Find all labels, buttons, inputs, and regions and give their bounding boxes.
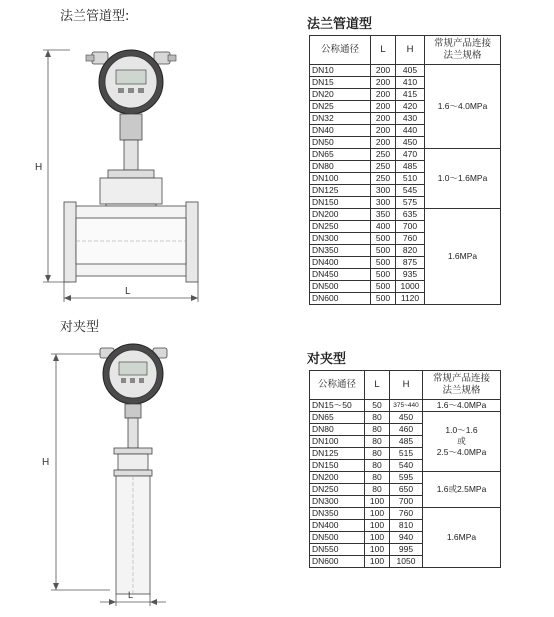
col-flange-standard-line2: 法兰规格 xyxy=(442,385,481,396)
table-row xyxy=(310,209,501,221)
dim-h-label: H xyxy=(35,162,43,173)
cell-model: DN15～50 xyxy=(310,400,365,412)
cell-l: 80 xyxy=(365,448,390,460)
cell-l: 200 xyxy=(371,89,396,101)
cell-model: DN400 xyxy=(310,520,365,532)
cell-model: DN100 xyxy=(310,173,371,185)
cell-l: 100 xyxy=(365,532,390,544)
cell-l: 500 xyxy=(371,257,396,269)
col-l: L xyxy=(365,371,390,400)
cell-l: 80 xyxy=(365,472,390,484)
flange-meter-drawing xyxy=(30,30,260,310)
cell-h: 410 xyxy=(396,77,425,89)
cell-model: DN150 xyxy=(310,197,371,209)
flange-standard-line: 2.5～4.0MPa xyxy=(436,447,487,457)
cell-model: DN250 xyxy=(310,221,371,233)
cell-model: DN80 xyxy=(310,424,365,436)
cell-h: 760 xyxy=(396,233,425,245)
cell-model: DN65 xyxy=(310,412,365,424)
cell-model: DN300 xyxy=(310,233,371,245)
cell-h: 635 xyxy=(396,209,425,221)
cell-model: DN200 xyxy=(310,472,365,484)
cell-h: 430 xyxy=(396,113,425,125)
cell-l: 500 xyxy=(371,269,396,281)
col-flange-standard-line1: 常规产品连接 xyxy=(433,38,491,49)
wafer-drawing-heading: 对夹型 xyxy=(60,320,100,335)
col-flange-standard xyxy=(423,371,501,400)
cell-model: DN350 xyxy=(310,245,371,257)
cell-h: 820 xyxy=(396,245,425,257)
cell-h: 510 xyxy=(396,173,425,185)
cell-h: 700 xyxy=(396,221,425,233)
cell-flange-standard: 1.6～4.0MPa xyxy=(425,65,501,149)
col-l: L xyxy=(371,36,396,65)
cell-h: 545 xyxy=(396,185,425,197)
cell-h: 935 xyxy=(396,269,425,281)
cell-h: 415 xyxy=(396,89,425,101)
cell-h: 515 xyxy=(390,448,423,460)
cell-h: 440 xyxy=(396,125,425,137)
cell-model: DN600 xyxy=(310,293,371,305)
cell-model: DN125 xyxy=(310,185,371,197)
dim-l2-label: L xyxy=(128,590,134,600)
table-row xyxy=(310,508,501,520)
wafer-meter-drawing xyxy=(30,340,260,610)
cell-flange-standard: 1.6MPa xyxy=(423,508,501,568)
cell-l: 200 xyxy=(371,101,396,113)
table-row xyxy=(310,400,501,412)
cell-l: 50 xyxy=(365,400,390,412)
cell-model: DN550 xyxy=(310,544,365,556)
cell-model: DN500 xyxy=(310,532,365,544)
cell-h: 700 xyxy=(390,496,423,508)
col-nominal-diameter: 公称通径 xyxy=(310,36,371,65)
cell-l: 100 xyxy=(365,520,390,532)
cell-h: 1000 xyxy=(396,281,425,293)
col-flange-standard xyxy=(425,36,501,65)
cell-h: 460 xyxy=(390,424,423,436)
flange-standard-line: 或 xyxy=(457,436,466,446)
cell-model: DN350 xyxy=(310,508,365,520)
table-row xyxy=(310,472,501,484)
cell-model: DN50 xyxy=(310,137,371,149)
cell-model: DN65 xyxy=(310,149,371,161)
cell-model: DN300 xyxy=(310,496,365,508)
cell-l: 350 xyxy=(371,209,396,221)
cell-h: 485 xyxy=(396,161,425,173)
wafer-spec-table xyxy=(309,370,501,568)
cell-model: DN400 xyxy=(310,257,371,269)
cell-h: 1050 xyxy=(390,556,423,568)
cell-flange-standard: 1.6或2.5MPa xyxy=(423,472,501,508)
cell-h: 470 xyxy=(396,149,425,161)
dim-l-label: L xyxy=(125,286,131,297)
cell-l: 100 xyxy=(365,556,390,568)
cell-h: 485 xyxy=(390,436,423,448)
table-row xyxy=(310,412,501,424)
cell-h: 420 xyxy=(396,101,425,113)
col-h: H xyxy=(396,36,425,65)
cell-h: 1120 xyxy=(396,293,425,305)
cell-l: 100 xyxy=(365,544,390,556)
cell-model: DN32 xyxy=(310,113,371,125)
cell-l: 200 xyxy=(371,125,396,137)
cell-l: 80 xyxy=(365,436,390,448)
cell-h: 450 xyxy=(390,412,423,424)
cell-l: 250 xyxy=(371,173,396,185)
cell-l: 250 xyxy=(371,161,396,173)
cell-model: DN100 xyxy=(310,436,365,448)
cell-h: 595 xyxy=(390,472,423,484)
cell-h: 405 xyxy=(396,65,425,77)
cell-model: DN80 xyxy=(310,161,371,173)
cell-model: DN40 xyxy=(310,125,371,137)
cell-flange-standard: 1.0～1.6MPa xyxy=(425,149,501,209)
cell-h: 995 xyxy=(390,544,423,556)
cell-model: DN125 xyxy=(310,448,365,460)
flange-spec-table xyxy=(309,35,501,305)
cell-h: 650 xyxy=(390,484,423,496)
col-flange-standard-line2: 法兰规格 xyxy=(443,50,482,61)
cell-l: 200 xyxy=(371,77,396,89)
cell-l: 300 xyxy=(371,197,396,209)
cell-model: DN10 xyxy=(310,65,371,77)
cell-l: 300 xyxy=(371,185,396,197)
cell-l: 250 xyxy=(371,149,396,161)
cell-l: 400 xyxy=(371,221,396,233)
cell-l: 80 xyxy=(365,460,390,472)
wafer-table-title: 对夹型 xyxy=(307,352,347,367)
col-h: H xyxy=(390,371,423,400)
cell-flange-standard: 1.6～4.0MPa xyxy=(423,400,501,412)
cell-l: 80 xyxy=(365,424,390,436)
cell-h: 375~440 xyxy=(390,400,423,412)
flange-table-title: 法兰管道型 xyxy=(307,17,373,32)
table-row xyxy=(310,149,501,161)
cell-l: 200 xyxy=(371,65,396,77)
cell-flange-standard xyxy=(423,412,501,472)
cell-l: 80 xyxy=(365,412,390,424)
cell-l: 200 xyxy=(371,113,396,125)
dim-h2-label: H xyxy=(42,457,50,468)
cell-l: 500 xyxy=(371,233,396,245)
cell-l: 80 xyxy=(365,484,390,496)
cell-model: DN150 xyxy=(310,460,365,472)
cell-model: DN20 xyxy=(310,89,371,101)
cell-h: 540 xyxy=(390,460,423,472)
cell-h: 940 xyxy=(390,532,423,544)
cell-model: DN250 xyxy=(310,484,365,496)
cell-l: 500 xyxy=(371,293,396,305)
cell-h: 760 xyxy=(390,508,423,520)
table-row xyxy=(310,65,501,77)
cell-model: DN500 xyxy=(310,281,371,293)
flange-drawing-heading: 法兰管道型: xyxy=(60,9,130,24)
flange-standard-line: 1.0～1.6 xyxy=(445,425,478,435)
col-flange-standard-line1: 常规产品连接 xyxy=(432,373,490,384)
cell-model: DN25 xyxy=(310,101,371,113)
cell-l: 100 xyxy=(365,508,390,520)
cell-l: 500 xyxy=(371,245,396,257)
cell-h: 450 xyxy=(396,137,425,149)
cell-model: DN200 xyxy=(310,209,371,221)
col-nominal-diameter: 公称通径 xyxy=(310,371,365,400)
cell-l: 100 xyxy=(365,496,390,508)
cell-h: 810 xyxy=(390,520,423,532)
cell-h: 575 xyxy=(396,197,425,209)
cell-h: 875 xyxy=(396,257,425,269)
cell-l: 500 xyxy=(371,281,396,293)
cell-model: DN450 xyxy=(310,269,371,281)
cell-model: DN15 xyxy=(310,77,371,89)
cell-flange-standard: 1.6MPa xyxy=(425,209,501,305)
cell-l: 200 xyxy=(371,137,396,149)
cell-model: DN600 xyxy=(310,556,365,568)
